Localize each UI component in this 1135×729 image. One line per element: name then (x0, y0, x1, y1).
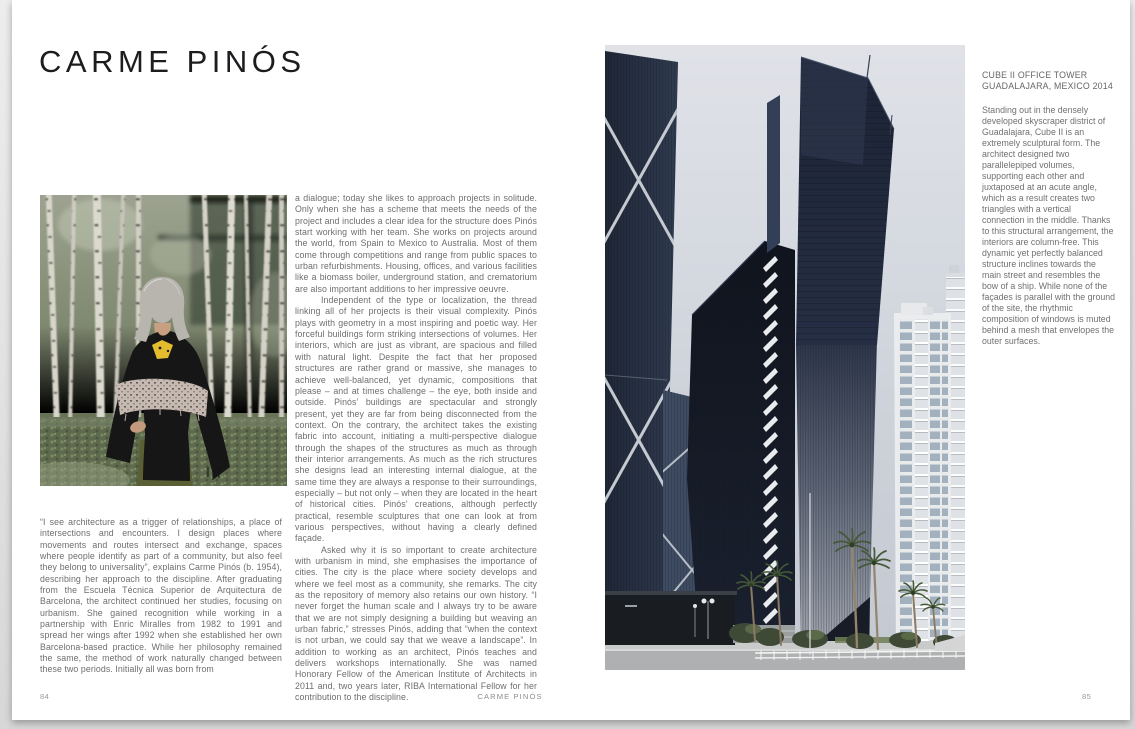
main-column-text (295, 193, 537, 703)
main-paragraph-1: a dialogue; today she likes to approach projects in solitude. Only when she has a scheme that meets the needs of the project and includes a clear idea for the structure does Pinós start working with her team. She works on projects around the world, from Spain to Mexico to Australia. Most of them come through competitions and range from public spaces to urban refurbishments. Housing, offices, and various facilities like a biomass boiler, underground station, and crematorium are also important additions to her impressive oeuvre. (295, 193, 537, 294)
footer-running-title: CARME PINÓS (477, 692, 543, 701)
white-residential-towers (894, 265, 965, 657)
main-paragraph-3: Asked why it is so important to create architecture with urbanism in mind, she emphasises the importance of cities. The city is the place where society develops and where we feel most as a community, she remarks. The city as the repository of memory also retains our own history. “I never forget the human scale and I always try to be aware that we are not simply designing a building but weaving an urban fabric,” stresses Pinós, adding that “when the context is not urban, we could say that we weave a landscape”. In addition to working as an architect, Pinós teaches and delivers workshops internationally. She was named Honorary Fellow of the American Institute of Architects in 2011 and, two years later, RIBA International Fellow for her contribution to the discipline. (295, 544, 537, 703)
page-number-right: 85 (1082, 692, 1092, 701)
tower-photo-graphic (605, 45, 965, 670)
caption-title (982, 70, 1115, 92)
page-number-left: 84 (40, 692, 50, 701)
caption-body: Standing out in the densely developed skyscraper district of Guadalajara, Cube II is an extremely sculptural form. The architect designed two parallelepiped volumes, supporting each other and juxtaposed at an acute angle, which as a result creates two triangles with a vertical connection in the middle. Thanks to this structural arrangement, the interiors are column-free. This dynamic yet perfectly balanced structure inclines towards the main street and resembles the bow of a ship. While none of the façades is parallel with the ground of the site, the rhythmic composition of windows is muted behind a mesh that envelopes the outer surfaces. (982, 105, 1116, 346)
caption-title-line2: GUADALAJARA, MEXICO 2014 (982, 81, 1113, 91)
intro-column-text: “I see architecture as a trigger of relationships, a place of intersections and encounters. I design places where movements and routes intersect and exchange, spaces where people identify as part of a community, but also feel they belong to universality”, explains Carme Pinós (b. 1954), describing her approach to the discipline. After graduating from the Escuela Técnica Superior de Arquitectura de Barcelona, the architect continued her studies, focusing on urbanism. She gained recognition while working in a partnership with Enric Miralles from 1982 to 1991 and spread her wings after 1992 when she established her own Barcelona-based practice. While her philosophy remained the same, the method of work naturally changed between these two periods. Initially all was born from (40, 517, 282, 675)
caption-title-line1: CUBE II OFFICE TOWER (982, 70, 1088, 80)
tower-photo (605, 45, 965, 670)
page-title: CARME PINÓS (39, 44, 306, 79)
portrait-photo (40, 195, 287, 486)
caption-column (982, 70, 1115, 347)
portrait-photo-graphic (40, 195, 287, 486)
main-paragraph-2: Independent of the type or localization, the thread linking all of her projects is their visual complexity. Pinós plays with geometry in a most inspiring and poetic way. Her forceful buildings form striking intersections of volumes. Her interiors, which are just as vibrant, are spacious and filled with natural light. Despite the fact that her proposed structures are rather grand or massive, she manages to achieve well-balanced, yet dynamic, compositions that please – and at times challenge – the eye, both inside and outside. Pinós’ buildings are spectacular and strongly present, yet they are far from being disconnected from the context. On the contrary, the architect takes the existing fabric into account, initiating a multi-perspective dialogue through the shapes of the structures as much as through their interior arrangements. As much as the rich structures she designs lead an interesting internal dialogue, at the same time they are always a response to their surroundings, especially – but not only – when they are located in the heart of historical cities. Pinós’ creations, although perfectly practical, resemble sculptures that one can look at from various perspectives, without having a clearly defined façade. (295, 295, 537, 544)
